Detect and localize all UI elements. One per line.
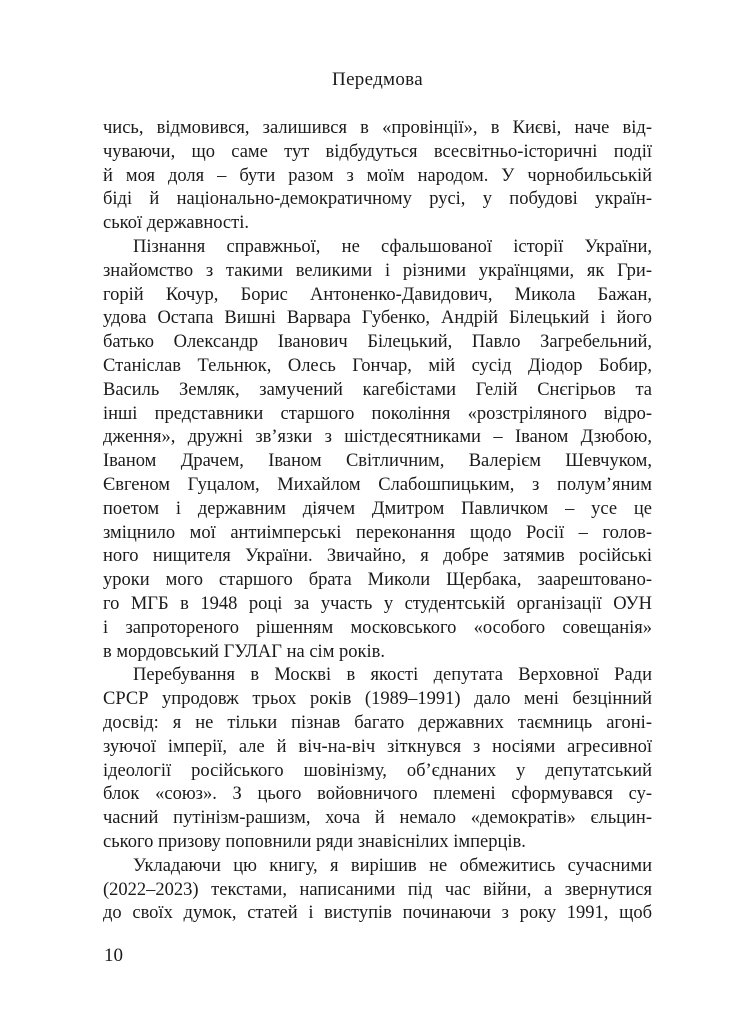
text-line: знайомство з такими великими і різними українцями, як Гри- — [103, 260, 652, 281]
text-line: Станіслав Тельнюк, Олесь Гончар, мій сусід Діодор Бобир, — [103, 355, 652, 376]
text-line: ного нищителя України. Звичайно, я добре затямив російські — [103, 546, 652, 567]
text-line: Пізнання справжньої, не сфальшованої історії України, — [133, 236, 652, 257]
text-line: зуючої імперії, але й віч-на-віч зіткнувся з носіями агресивної — [103, 736, 652, 757]
text-line: блок «союз». З цього войовничого племені сформувався су- — [103, 784, 652, 805]
text-line: і запротореного рішенням московського «особого совещанія» — [103, 617, 652, 638]
text-line: інші представники старшого покоління «розстріляного відро- — [103, 403, 652, 424]
body-text — [103, 117, 652, 926]
text-line: зміцнило мої антиімперські переконання щодо Росії – голов- — [103, 522, 652, 543]
text-line: досвід: я не тільки пізнав багато державних таємниць агоні- — [103, 712, 652, 733]
text-line: ідеології російського шовінізму, об’єднаних у депутатський — [103, 760, 652, 781]
text-line: дження», дружні зв’язки з шістдесятниками – Іваном Дзюбою, — [103, 427, 652, 448]
paragraph — [103, 855, 652, 926]
text-line: Перебування в Москві в якості депутата Верховної Ради — [133, 665, 652, 686]
text-line: ської державності. — [103, 213, 249, 234]
text-line: Євгеном Гуцалом, Михайлом Слабошпицьким, з полум’яним — [103, 474, 652, 495]
text-line: поетом і державним діячем Дмитром Павличком – усе це — [103, 498, 652, 519]
text-line: удова Остапа Вишні Варвара Губенко, Андрій Білецький і його — [103, 308, 652, 329]
text-line: СРСР упродовж трьох років (1989–1991) дало мені безцінний — [103, 689, 652, 710]
text-line: Василь Земляк, замучений кагебістами Гелій Снєгірьов та — [103, 379, 652, 400]
text-line: в мордовський ГУЛАГ на сім років. — [103, 641, 386, 662]
page-number: 10 — [104, 945, 123, 966]
text-line: часний путінізм-рашизм, хоча й немало «демократів» єльцин- — [103, 808, 652, 829]
text-line: батько Олександр Іванович Білецький, Павло Загребельний, — [103, 332, 652, 353]
text-line: біді й національно-демократичному русі, у побудові україн- — [103, 189, 652, 210]
text-line: чись, відмовився, залишився в «провінції», в Києві, наче від- — [103, 118, 652, 138]
paragraph — [103, 236, 652, 664]
text-line: (2022–2023) текстами, написаними під час війни, а звернутися — [103, 879, 652, 900]
chapter-title: Передмова — [332, 69, 423, 90]
text-line: Укладаючи цю книгу, я вирішив не обмежитись сучасними — [133, 855, 652, 876]
paragraph — [103, 664, 652, 854]
text-line: чуваючи, що саме тут відбудуться всесвітньо-історичні події — [103, 141, 652, 162]
paragraph — [103, 117, 652, 236]
text-line: Іваном Драчем, Іваном Світличним, Валерієм Шевчуком, — [103, 451, 652, 472]
text-line: й моя доля – бути разом з моїм народом. У чорнобильській — [103, 165, 652, 186]
text-line: го МГБ в 1948 році за участь у студентській організації ОУН — [103, 593, 652, 614]
text-line: уроки мого старшого брата Миколи Щербака, заарештовано- — [103, 570, 652, 591]
text-line: горій Кочур, Борис Антоненко-Давидович, Микола Бажан, — [103, 284, 652, 305]
text-line: до своїх думок, статей і виступів починаючи з року 1991, щоб — [103, 903, 652, 924]
text-line: ського призову поповнили ряди знавіснілих імперців. — [103, 831, 526, 852]
